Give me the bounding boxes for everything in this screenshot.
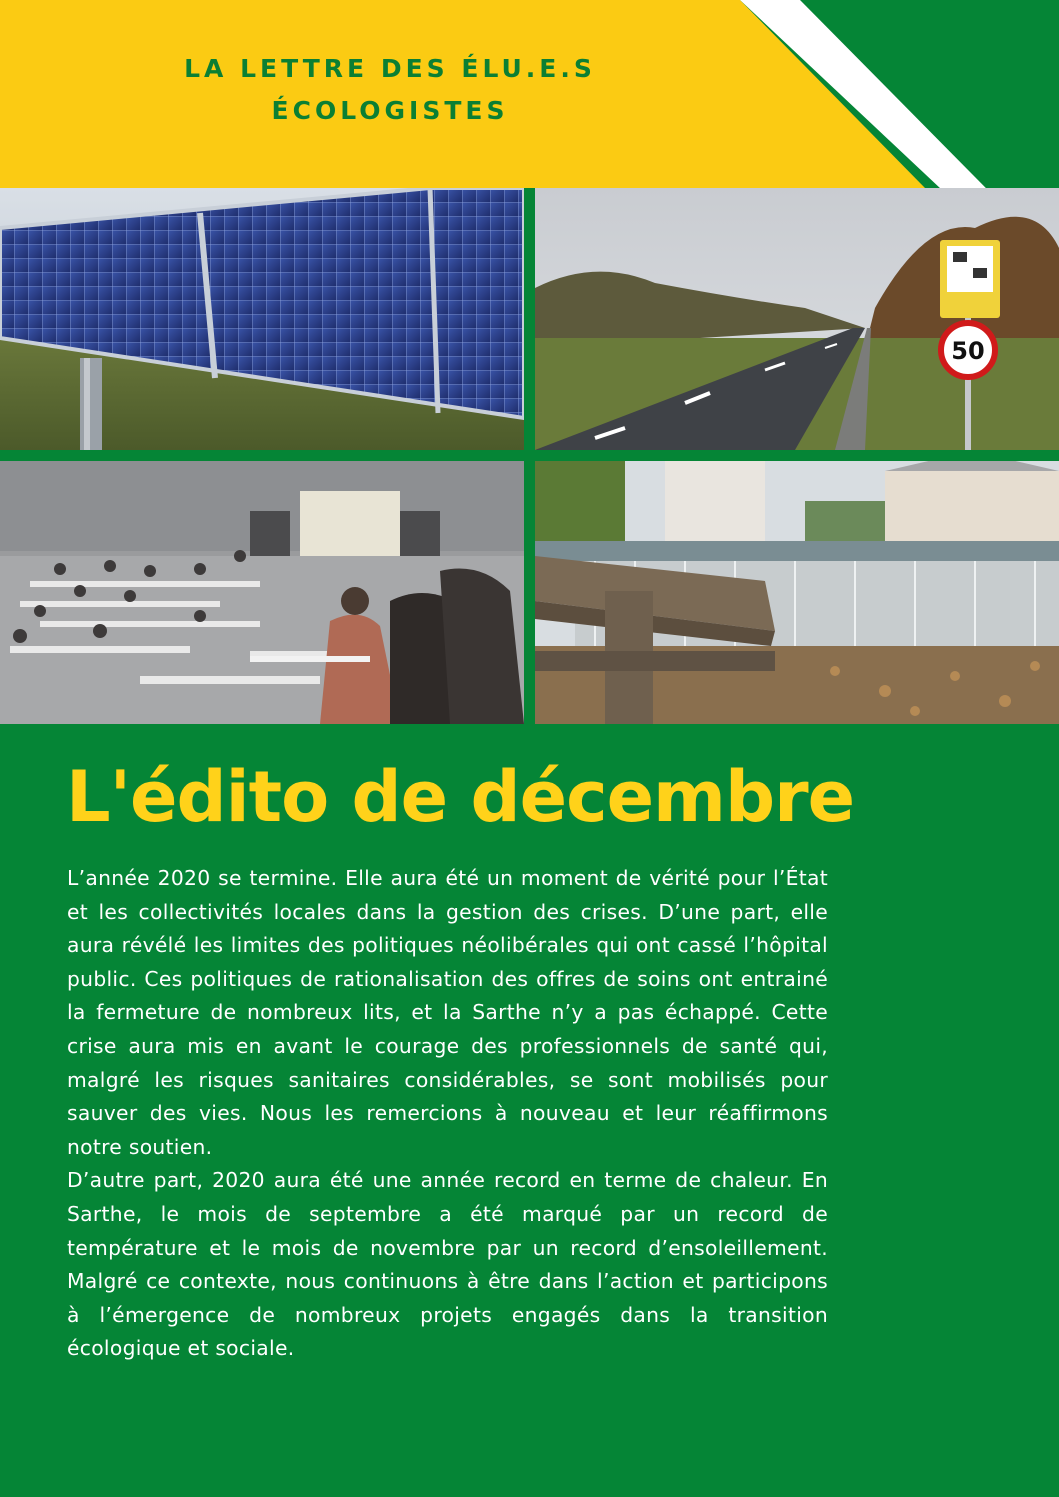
edito-paragraph-1: L’année 2020 se termine. Elle aura été un moment de vérité pour l’État et les collectivités locales dans la gestion des crises. D’une part, elle aura révélé les limites des politiques néolibérales qui ont cassé l’hôpital public. Ces politiques de rationalisation des offres de soins ont entrainé la fermeture de nombreux lits, et la Sarthe n’y a pas échappé. Cette crise aura mis en avant le courage des professionnels de santé qui, malgré les risques sanitaires considérables, se sont mobilisés pour sauver des vies. Nous les remercions à nouveau et leur réaffirmons notre soutien. <box>67 866 828 1159</box>
road-photo <box>535 188 1059 450</box>
edito-body <box>67 862 828 1366</box>
council-meeting-photo <box>0 461 524 724</box>
edito-paragraph-2: D’autre part, 2020 aura été une année record en terme de chaleur. En Sarthe, le mois de septembre a été marqué par un record de température et le mois de novembre par un record d’ensoleillement. Malgré ce contexte, nous continuons à être dans l’action et participons à l’émergence de nombreux projets engagés dans la transition écologique et sociale. <box>67 1168 828 1361</box>
weir-photo <box>535 461 1059 724</box>
newsletter-title <box>130 48 650 132</box>
solar-panels-photo <box>0 188 524 450</box>
speed-limit-sign: 50 <box>951 337 985 365</box>
edito-title: L'édito de décembre <box>66 756 855 838</box>
newsletter-title-line1: LA LETTRE DES ÉLU.E.S <box>184 54 596 83</box>
newsletter-title-line2: ÉCOLOGISTES <box>271 96 509 125</box>
